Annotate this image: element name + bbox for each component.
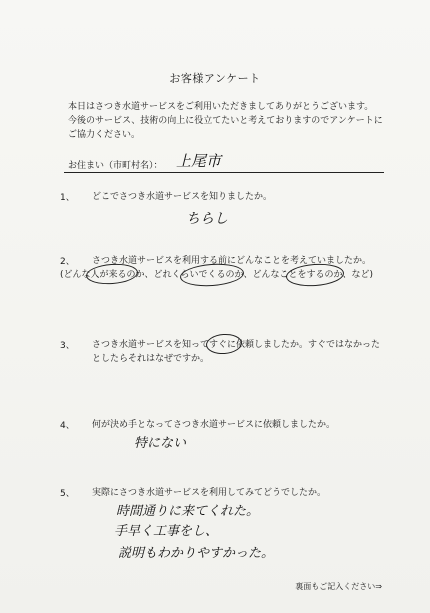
q4-number: 4、 [60,421,75,431]
q3-text-line-1: さつき水道サービスを知ってすぐに依頼しましたか。すぐではなかった [92,340,381,350]
q5-answer-line-1: 時間通りに来てくれた。 [116,504,260,519]
address-label: お住まい（市町村名）： [68,161,163,171]
q2-text-line-2: (どんな人が来るのか、どれくらいでくるのか、どんなことをするのか、など) [60,270,374,280]
intro-line-2: 今後のサービス、技術の向上に役立てたいと考えておりますのでアンケートに [68,116,383,126]
q1-answer: ちらし [186,211,228,227]
q1-text-line-1: どこでさつき水道サービスを知りましたか。 [92,192,273,202]
q5-answer-line-3: 説明もわかりやすかった。 [118,546,275,561]
footer-note: 裏面もご記入ください⇒ [295,582,382,591]
q2-number: 2、 [60,257,75,267]
intro-line-1: 本日はさつき水道サービスをご利用いただきましてありがとうございます。 [68,102,374,112]
q3-number: 3、 [60,341,75,351]
address-underline [64,172,384,173]
page-title: お客様アンケート [169,72,261,85]
q3-text-line-2: としたらそれはなぜですか。 [92,354,210,364]
q1-number: 1、 [60,193,75,203]
q4-text-line-1: 何が決め手となってさつき水道サービスに依頼しましたか。 [92,420,336,430]
q5-text-line-1: 実際にさつき水道サービスを利用してみてどうでしたか。 [92,488,327,498]
address-answer: 上尾市 [176,152,222,170]
q2-text-line-1: さつき水道サービスを利用する前にどんなことを考えていましたか。 [92,256,372,266]
q5-answer-line-2: 手早く工事をし、 [114,524,219,539]
intro-line-3: ご協力ください。 [68,130,141,140]
q4-answer: 特にない [134,436,187,451]
q5-number: 5、 [60,489,75,499]
